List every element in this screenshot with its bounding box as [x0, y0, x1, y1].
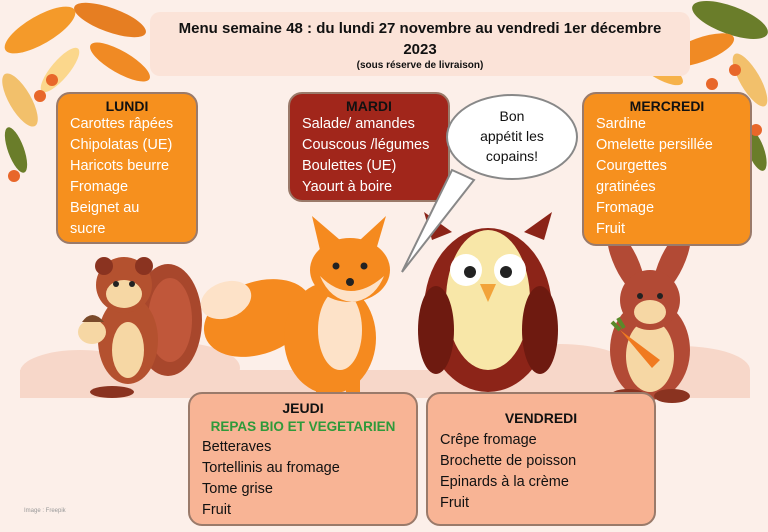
menu-item: Salade/ amandes: [302, 116, 415, 132]
menu-title: Menu semaine 48 : du lundi 27 novembre au vendredi 1er décembre: [178, 20, 662, 37]
menu-item: Tortellinis au fromage: [202, 460, 340, 476]
bio-vegetarian-badge: REPAS BIO ET VEGETARIEN: [210, 419, 396, 434]
menu-item: Fromage: [70, 179, 129, 195]
bubble-line: appétit les: [480, 128, 544, 144]
menu-item: Boulettes (UE): [302, 158, 397, 174]
menu-item: Betteraves: [202, 439, 272, 455]
menu-title-year: 2023: [403, 41, 437, 58]
card-lundi: [56, 92, 198, 244]
menu-item: Couscous /légumes: [302, 137, 430, 153]
speech-bubble-tail-icon: [390, 150, 480, 280]
day-label-jeudi: JEUDI: [282, 400, 324, 416]
card-mercredi: [582, 92, 752, 246]
menu-item: sucre: [70, 221, 106, 237]
day-label-lundi: LUNDI: [105, 98, 149, 114]
menu-item: Chipolatas (UE): [70, 137, 173, 153]
bubble-line: copains!: [485, 148, 539, 164]
menu-item: gratinées: [596, 179, 656, 195]
menu-subtitle: (sous réserve de livraison): [356, 60, 484, 71]
menu-title-box: [150, 12, 690, 76]
bubble-line: Bon: [499, 108, 525, 124]
menu-item: Fruit: [202, 502, 231, 518]
day-label-mercredi: MERCREDI: [629, 98, 705, 114]
day-label-vendredi: VENDREDI: [504, 410, 578, 426]
menu-item: Haricots beurre: [70, 158, 170, 174]
menu-item: Fromage: [596, 200, 655, 216]
card-jeudi: [188, 392, 418, 526]
menu-item: Fruit: [440, 495, 469, 511]
speech-bubble: [446, 94, 578, 180]
card-vendredi: [426, 392, 656, 526]
menu-item: Courgettes: [596, 158, 667, 174]
menu-item: Epinards à la crème: [440, 474, 569, 490]
menu-item: Beignet au: [70, 200, 140, 216]
day-label-mardi: MARDI: [346, 98, 392, 114]
menu-item: Omelette persillée: [596, 137, 713, 153]
menu-item: Crêpe fromage: [440, 432, 537, 448]
menu-item: Yaourt à boire: [302, 179, 393, 195]
menu-item: Sardine: [596, 116, 646, 132]
menu-item: Fruit: [596, 221, 625, 237]
image-credit: Image : Freepik: [24, 508, 66, 514]
menu-item: Brochette de poisson: [440, 453, 577, 469]
menu-item: Carottes râpées: [70, 116, 174, 132]
menu-item: Tome grise: [202, 481, 273, 497]
